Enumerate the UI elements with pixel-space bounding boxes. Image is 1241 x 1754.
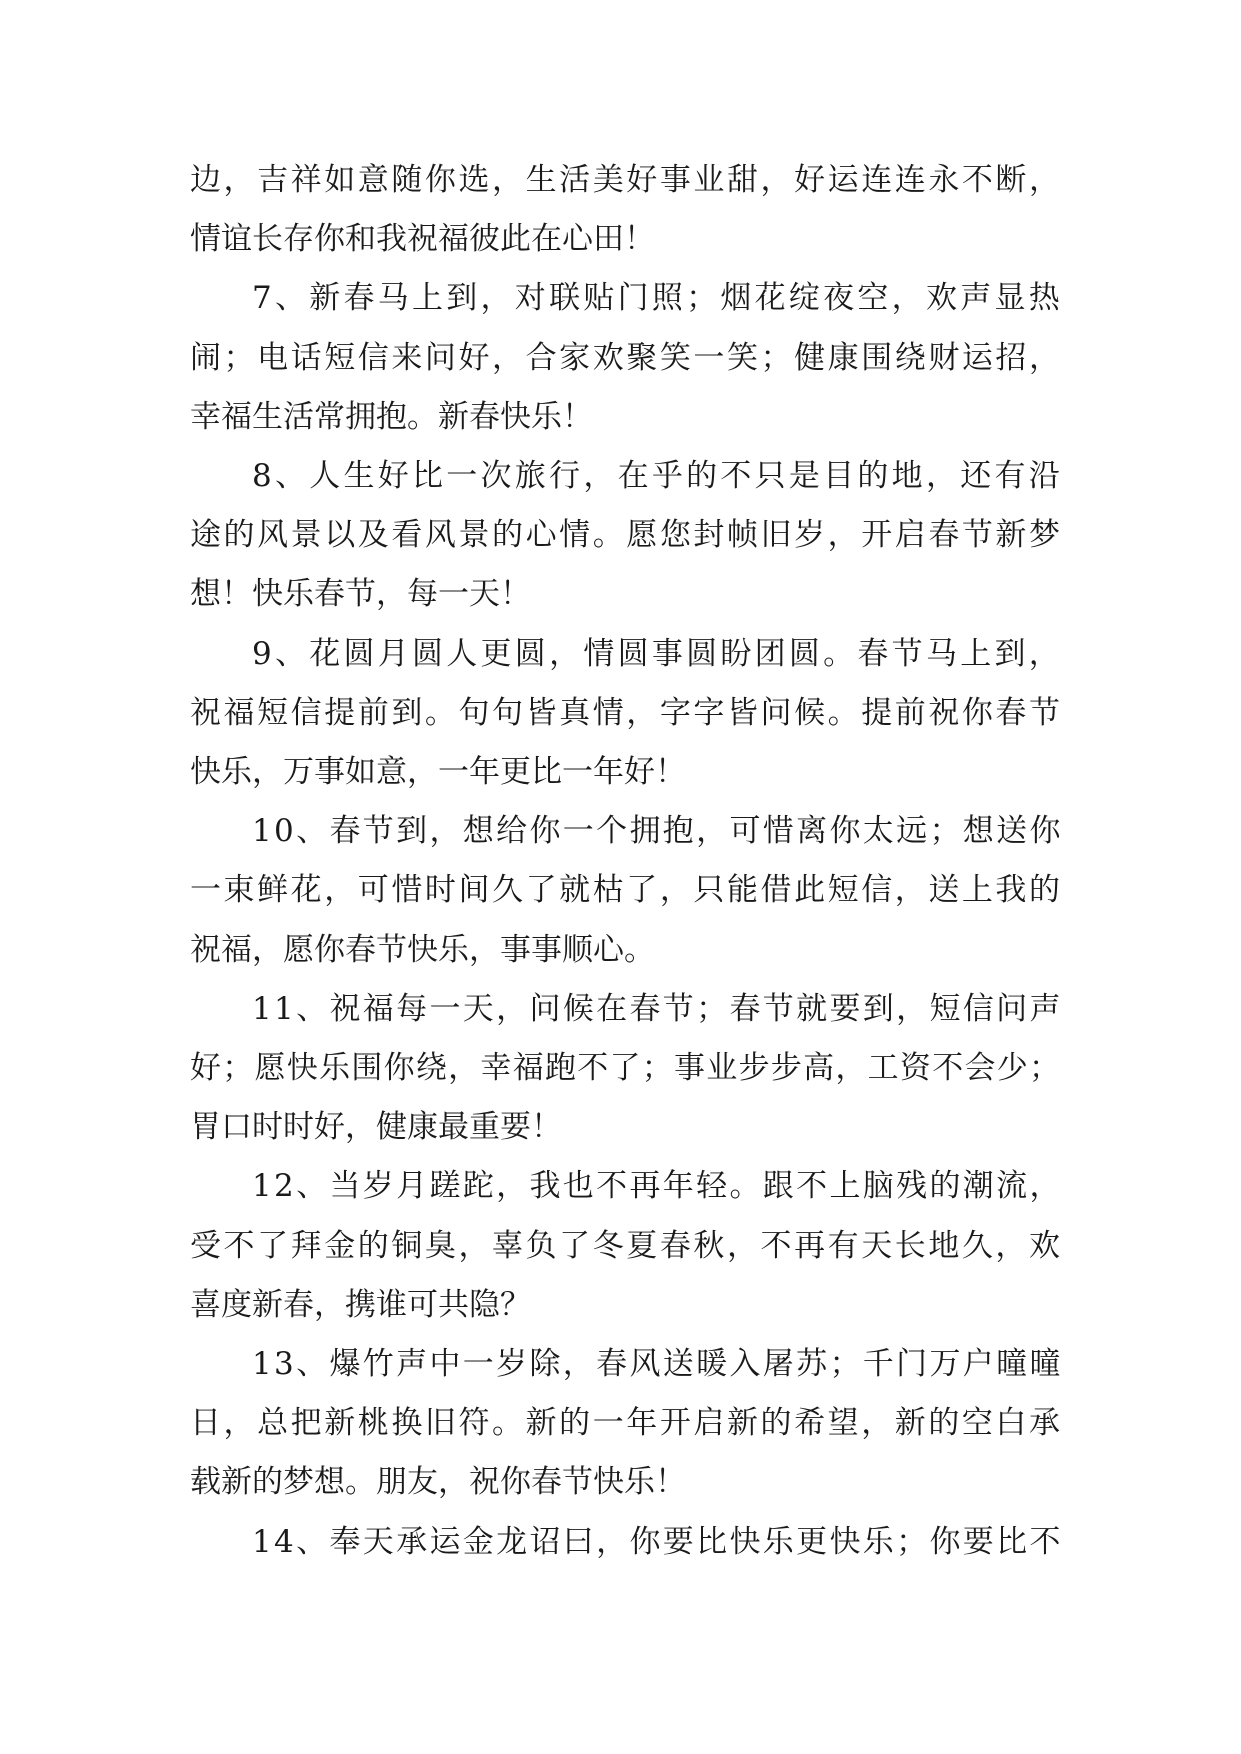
text-line: 幸福生活常拥抱。新春快乐！	[190, 398, 593, 435]
text-line: 8、人生好比一次旅行，在乎的不只是目的地，还有沿	[252, 458, 1063, 494]
text-line: 快乐，万事如意，一年更比一年好！	[190, 754, 686, 790]
text-line: 闹；电话短信来问好，合家欢聚笑一笑；健康围绕财运招，	[190, 339, 1063, 376]
text-line: 好；愿快乐围你绕，幸福跑不了；事业步步高，工资不会少；	[190, 1050, 1062, 1086]
text-line: 7、新春马上到，对联贴门照；烟花绽夜空，欢声显热	[252, 280, 1063, 317]
text-line: 一束鲜花，可惜时间久了就枯了，只能借此短信，送上我的	[190, 872, 1063, 909]
text-line: 11、祝福每一天，问候在春节；春节就要到，短信问声	[252, 990, 1063, 1027]
text-line: 日，总把新桃换旧符。新的一年开启新的希望，新的空白承	[190, 1405, 1063, 1442]
text-line: 途的风景以及看风景的心情。愿您封帧旧岁，开启春节新梦	[190, 517, 1063, 554]
text-line: 受不了拜金的铜臭，辜负了冬夏春秋，不再有天长地久，欢	[190, 1227, 1063, 1264]
text-line: 想！快乐春节，每一天！	[190, 576, 531, 613]
text-line: 边，吉祥如意随你选，生活美好事业甜，好运连连永不断，	[190, 162, 1063, 198]
text-line: 10、春节到，想给你一个拥抱，可惜离你太远；想送你	[252, 813, 1063, 850]
text-line: 祝福，愿你春节快乐，事事顺心。	[190, 931, 655, 968]
text-line: 胃口时时好，健康最重要！	[190, 1109, 562, 1146]
text-line: 12、当岁月蹉跎，我也不再年轻。跟不上脑残的潮流，	[252, 1168, 1063, 1205]
text-line: 13、爆竹声中一岁除，春风送暖入屠苏；千门万户曈曈	[252, 1346, 1063, 1382]
text-line: 喜度新春，携谁可共隐？	[190, 1286, 531, 1323]
text-line: 祝福短信提前到。句句皆真情，字字皆问候。提前祝你春节	[190, 694, 1063, 731]
text-line: 情谊长存你和我祝福彼此在心田！	[190, 221, 655, 258]
text-line: 载新的梦想。朋友，祝你春节快乐！	[190, 1464, 686, 1501]
text-line: 14、奉天承运金龙诏曰，你要比快乐更快乐；你要比不	[252, 1523, 1063, 1560]
text-line: 9、花圆月圆人更圆，情圆事圆盼团圆。春节马上到，	[252, 635, 1063, 672]
